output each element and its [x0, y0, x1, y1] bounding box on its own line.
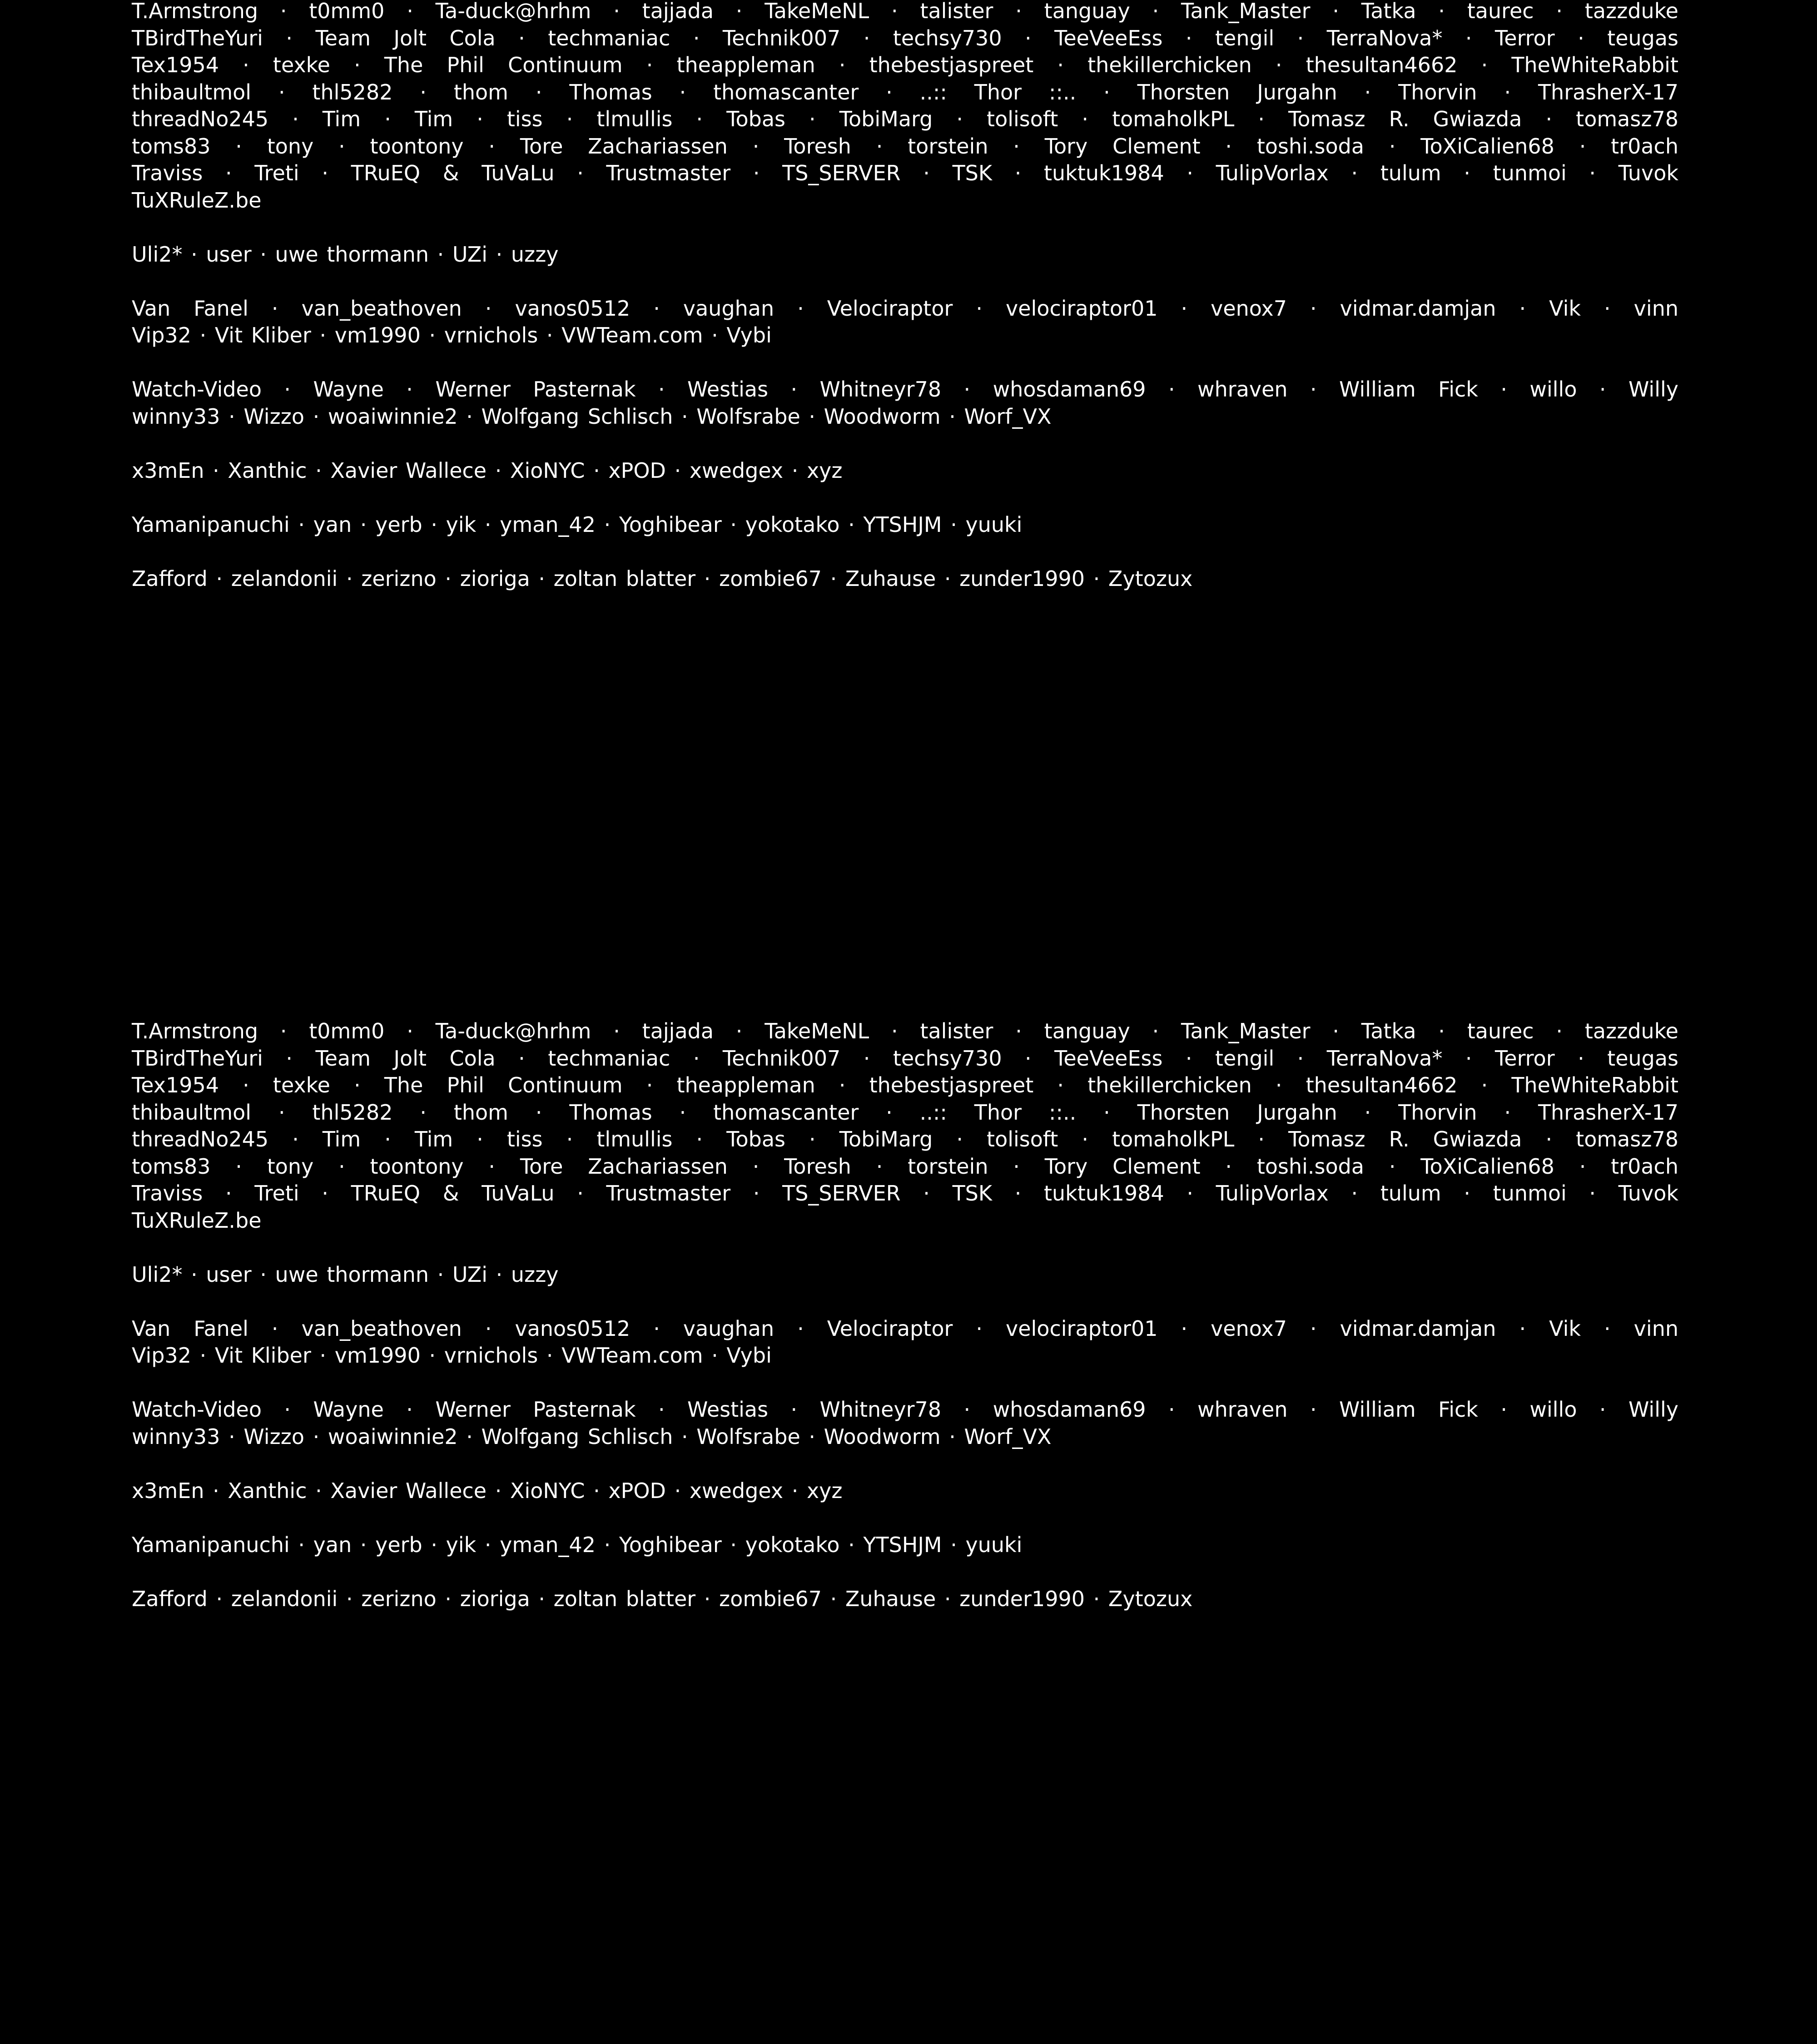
credits-line: x3mEn · Xanthic · Xavier Wallece · XioNYC · xPOD · xwedgex · xyz — [132, 458, 843, 483]
credits-line: Zafford · zelandonii · zerizno · zioriga · zoltan blatter · zombie67 · Zuhause · zunder1990 · Zytozux — [132, 566, 1193, 591]
credits-line: Van Fanel · van_beathoven · vanos0512 · vaughan · Velociraptor · velociraptor01 · venox7 · vidmar.damjan · Vik · vinn — [132, 296, 1678, 321]
credits-line: Traviss · Treti · TRuEQ & TuVaLu · Trustmaster · TS_SERVER · TSK · tuktuk1984 · TulipVorlax · tulum · tunmoi · Tuvok — [132, 161, 1678, 185]
credits-line: TBirdTheYuri · Team Jolt Cola · techmaniac · Technik007 · techsy730 · TeeVeeEss · tengil · TerraNova* · Terror · teugas — [132, 25, 1678, 50]
credits-line: Traviss · Treti · TRuEQ & TuVaLu · Trustmaster · TS_SERVER · TSK · tuktuk1984 · TulipVorlax · tulum · tunmoi · Tuvok — [132, 1181, 1678, 1206]
credits-paragraph — [132, 1396, 1678, 1450]
credits-line: Watch-Video · Wayne · Werner Pasternak · Westias · Whitneyr78 · whosdaman69 · whraven · William Fick · willo · Willy — [132, 1397, 1678, 1422]
credits-line: Uli2* · user · uwe thormann · UZi · uzzy — [132, 242, 559, 267]
credits-paragraph — [132, 1586, 1678, 1613]
credits-line: Tex1954 · texke · The Phil Continuum · theappleman · thebestjaspreet · thekillerchicken · thesultan4662 · TheWhiteRabbit — [132, 1073, 1678, 1097]
credits-line: thibaultmol · thl5282 · thom · Thomas · thomascanter · ..:: Thor ::.. · Thorsten Jurgahn · Thorvin · ThrasherX-17 — [132, 79, 1678, 104]
credits-line: Tex1954 · texke · The Phil Continuum · theappleman · thebestjaspreet · thekillerchicken · thesultan4662 · TheWhiteRabbit — [132, 53, 1678, 77]
credits-block-2 — [132, 1018, 1678, 1612]
credits-line: toms83 · tony · toontony · Tore Zachariassen · Toresh · torstein · Tory Clement · toshi.soda · ToXiCalien68 · tr0ach — [132, 1154, 1678, 1179]
credits-paragraph — [132, 241, 1678, 268]
credits-paragraph — [132, 566, 1678, 593]
credits-line: TBirdTheYuri · Team Jolt Cola · techmaniac · Technik007 · techsy730 · TeeVeeEss · tengil · TerraNova* · Terror · teugas — [132, 1046, 1678, 1071]
credits-paragraph — [132, 0, 1678, 214]
credits-line: threadNo245 · Tim · Tim · tiss · tlmullis · Tobas · TobiMarg · tolisoft · tomaholkPL · Tomasz R. Gwiazda · tomasz78 — [132, 107, 1678, 131]
credits-line: Watch-Video · Wayne · Werner Pasternak · Westias · Whitneyr78 · whosdaman69 · whraven · William Fick · willo · Willy — [132, 377, 1678, 402]
credits-line: Zafford · zelandonii · zerizno · zioriga · zoltan blatter · zombie67 · Zuhause · zunder1990 · Zytozux — [132, 1586, 1193, 1611]
credits-line: TuXRuleZ.be — [132, 1208, 262, 1233]
credits-paragraph — [132, 1315, 1678, 1369]
credits-line: threadNo245 · Tim · Tim · tiss · tlmullis · Tobas · TobiMarg · tolisoft · tomaholkPL · Tomasz R. Gwiazda · tomasz78 — [132, 1127, 1678, 1151]
credits-line: Vip32 · Vit Kliber · vm1990 · vrnichols · VWTeam.com · Vybi — [132, 1343, 772, 1368]
credits-line: winny33 · Wizzo · woaiwinnie2 · Wolfgang Schlisch · Wolfsrabe · Woodworm · Worf_VX — [132, 404, 1052, 429]
credits-line: thibaultmol · thl5282 · thom · Thomas · thomascanter · ..:: Thor ::.. · Thorsten Jurgahn · Thorvin · ThrasherX-17 — [132, 1100, 1678, 1125]
credits-line: Yamanipanuchi · yan · yerb · yik · yman_42 · Yoghibear · yokotako · YTSHJM · yuuki — [132, 512, 1023, 537]
credits-line: winny33 · Wizzo · woaiwinnie2 · Wolfgang Schlisch · Wolfsrabe · Woodworm · Worf_VX — [132, 1424, 1052, 1449]
credits-line: T.Armstrong · t0mm0 · Ta-duck@hrhm · tajjada · TakeMeNL · talister · tanguay · Tank_Master · Tatka · taurec · tazzduke — [132, 0, 1678, 23]
credits-line: x3mEn · Xanthic · Xavier Wallece · XioNYC · xPOD · xwedgex · xyz — [132, 1478, 843, 1503]
credits-paragraph — [132, 1261, 1678, 1289]
credits-line: toms83 · tony · toontony · Tore Zachariassen · Toresh · torstein · Tory Clement · toshi.soda · ToXiCalien68 · tr0ach — [132, 134, 1678, 159]
credits-line: T.Armstrong · t0mm0 · Ta-duck@hrhm · tajjada · TakeMeNL · talister · tanguay · Tank_Master · Tatka · taurec · tazzduke — [132, 1019, 1678, 1043]
credits-paragraph — [132, 1478, 1678, 1505]
credits-paragraph — [132, 376, 1678, 430]
credits-block-1 — [132, 0, 1678, 592]
credits-line: Vip32 · Vit Kliber · vm1990 · vrnichols · VWTeam.com · Vybi — [132, 323, 772, 347]
credits-paragraph — [132, 295, 1678, 349]
credits-line: Uli2* · user · uwe thormann · UZi · uzzy — [132, 1262, 559, 1287]
credits-line: Van Fanel · van_beathoven · vanos0512 · vaughan · Velociraptor · velociraptor01 · venox7 · vidmar.damjan · Vik · vinn — [132, 1316, 1678, 1341]
credits-paragraph — [132, 1532, 1678, 1559]
credits-paragraph — [132, 1018, 1678, 1234]
credits-line: TuXRuleZ.be — [132, 188, 262, 213]
credits-paragraph — [132, 511, 1678, 539]
credits-line: Yamanipanuchi · yan · yerb · yik · yman_42 · Yoghibear · yokotako · YTSHJM · yuuki — [132, 1532, 1023, 1557]
credits-paragraph — [132, 457, 1678, 485]
